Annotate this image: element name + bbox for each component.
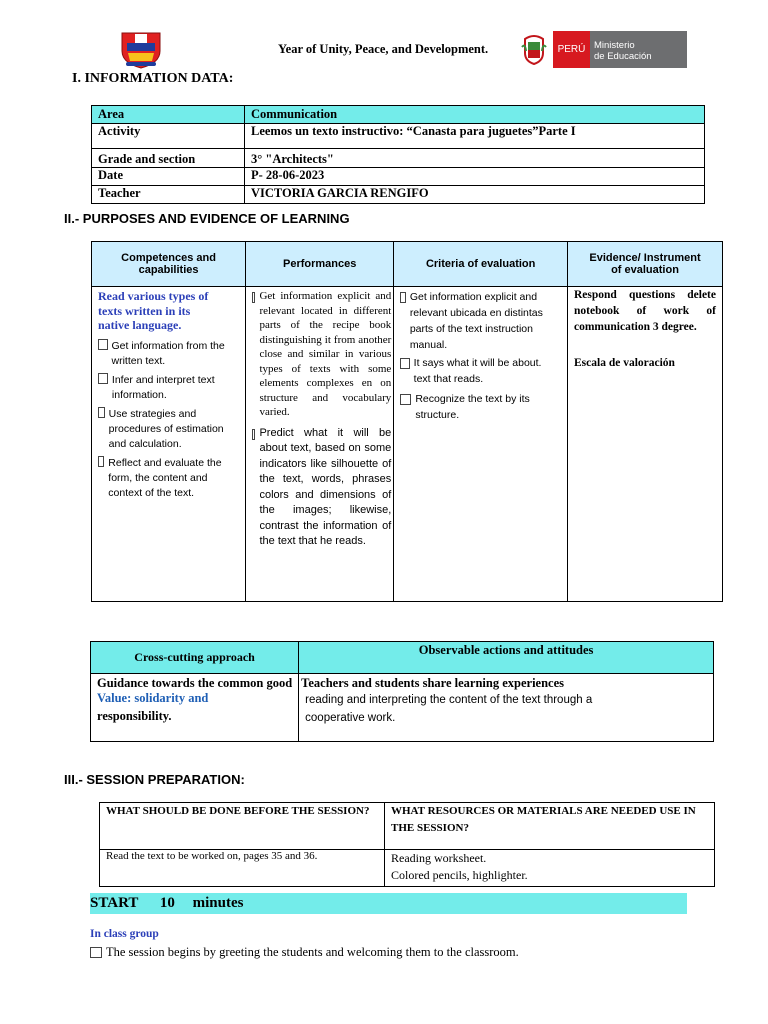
bullet-icon [400,292,406,303]
preparation-heading: III.- SESSION PREPARATION: [64,772,245,787]
performance-item: Predict what it will be about text, based on some indicators like silhouette of the text, words, phrases colors and dimensions of the images; likewise, contrast the information of the text that he reads. [259,426,392,547]
ministry-name-line1: Ministerio [594,40,635,51]
criteria-list [400,289,561,423]
crosscutting-value: Value: solidarity and [97,691,209,705]
bullet-icon [98,373,108,384]
info-value: 3° "Architects" [245,149,705,168]
evidence-text: Respond questions delete notebook of work of communication 3 degree. [574,289,716,333]
bullet-icon [252,429,255,440]
purposes-heading: II.- PURPOSES AND EVIDENCE OF LEARNING [64,211,350,226]
bullet-icon [400,394,411,405]
info-label: Area [92,106,245,124]
purposes-header: Competences and capabilities [92,242,246,287]
preparation-table [99,802,715,887]
ministry-logo [521,31,687,68]
bullet-icon [252,292,255,303]
capability-item: Infer and interpret text information. [111,373,215,401]
info-value: Communication [245,106,705,124]
criteria-item: Get information explicit and relevant ubicada en distintas parts of the text instruction manual. [409,291,543,351]
start-text: The session begins by greeting the students and welcoming them to the classroom. [106,945,519,959]
actions-text: reading and interpreting the content of the text through a cooperative work. [305,694,593,724]
bullet-icon [400,358,409,369]
info-table [91,105,705,204]
info-value: P- 28-06-2023 [245,168,705,186]
info-label: Teacher [92,186,245,204]
capabilities-list [98,339,239,501]
actions-bold: Teachers and students share learning experiences [301,676,565,690]
info-heading: I. INFORMATION DATA: [72,71,234,86]
criteria-item: It says what it will be about. text that reads. [413,357,542,385]
capability-item: Get information from the written text. [111,339,225,367]
ministry-name-line2: de Educación [594,51,652,62]
preparation-header: WHAT SHOULD BE DONE BEFORE THE SESSION? [100,803,385,850]
start-unit: minutes [192,895,244,911]
bullet-icon [98,407,105,418]
crosscutting-table [90,641,714,742]
peru-coat-of-arms-icon [521,33,547,65]
start-label: START [90,895,139,911]
header-motto: Year of Unity, Peace, and Development. [278,42,489,56]
school-crest-logo [118,29,164,69]
bullet-icon [98,456,104,467]
info-value: VICTORIA GARCIA RENGIFO [245,186,705,204]
material-item: Reading worksheet. [391,851,487,865]
crosscutting-header: Observable actions and attitudes [299,642,714,674]
criteria-item: Recognize the text by its structure. [415,393,530,421]
group-label: In class group [90,928,159,940]
purposes-header: Evidence/ Instrument of evaluation [568,242,723,287]
crosscutting-header: Cross-cutting approach [91,642,299,674]
capability-item: Use strategies and procedures of estimation and calculation. [108,407,224,450]
start-paragraph [90,945,519,960]
crosscutting-approach: Guidance towards the common good [97,676,293,690]
bullet-icon [90,947,102,958]
bullet-icon [98,339,108,350]
info-label: Date [92,168,245,186]
competence-title: Read various types of texts written in its native language. [98,289,209,332]
info-label: Grade and section [92,149,245,168]
purposes-table [91,241,723,602]
performance-item: Get information explicit and relevant located in different parts of the recipe book distinguishing it from another close and similar in various types of texts with some elements complexes en on structure and vocabulary varied. [259,290,392,418]
start-bar [90,893,687,914]
peru-tag: PERÚ [553,31,590,68]
preparation-header: WHAT RESOURCES OR MATERIALS ARE NEEDED USE IN THE SESSION? [385,803,715,850]
purposes-header: Performances [246,242,394,287]
info-label: Activity [92,124,245,149]
info-value: Leemos un texto instructivo: “Canasta para juguetes”Parte I [245,124,705,149]
purposes-header: Criteria of evaluation [394,242,568,287]
instrument-text: Escala de valoración [574,357,675,369]
material-item: Colored pencils, highlighter. [391,868,528,882]
capability-item: Reflect and evaluate the form, the content and context of the text. [108,456,222,499]
preparation-before: Read the text to be worked on, pages 35 and 36. [100,850,385,887]
crosscutting-value-rest: responsibility. [97,709,172,723]
start-duration: 10 [159,895,175,911]
